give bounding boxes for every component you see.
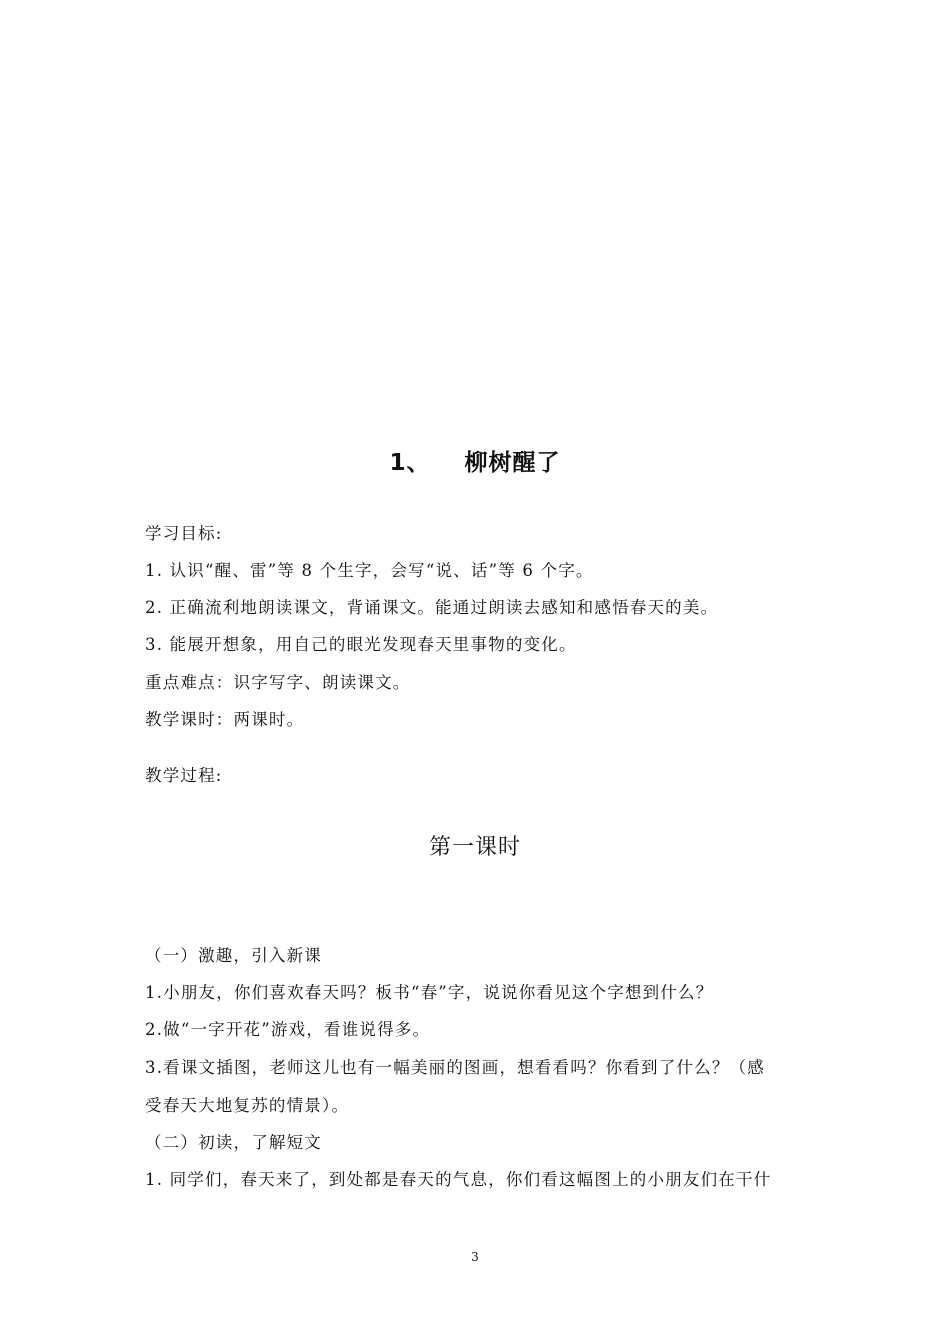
- part1-heading: （一）激趣，引入新课: [145, 946, 322, 965]
- list-item: 1. 同学们，春天来了，到处都是春天的气息，你们看这幅图上的小朋友们在干什: [145, 1170, 772, 1189]
- lesson-title: 第一课时: [428, 835, 521, 860]
- class-hours: 教学课时：两课时。: [145, 710, 305, 729]
- process-heading: 教学过程:: [145, 766, 223, 785]
- title-text: 柳树醒了: [464, 450, 561, 476]
- title-number: 1、: [389, 450, 431, 476]
- objective-item: 1. 认识“醒、雷”等 8 个生字，会写“说、话”等 6 个字。: [145, 561, 594, 580]
- objective-item: 3. 能展开想象，用自己的眼光发现春天里事物的变化。: [145, 635, 577, 654]
- list-item: 受春天大地复苏的情景）。: [145, 1096, 350, 1115]
- document-title: [0, 444, 950, 477]
- objectives-heading: 学习目标:: [145, 524, 223, 543]
- objective-item: 2. 正确流利地朗读课文，背诵课文。能通过朗读去感知和感悟春天的美。: [145, 598, 719, 617]
- part2-heading: （二）初读，了解短文: [145, 1133, 322, 1152]
- key-points: 重点难点：识字写字、朗读课文。: [145, 673, 411, 692]
- list-item: 2.做“一字开花”游戏，看谁说得多。: [145, 1020, 431, 1039]
- list-item: 1.小朋友，你们喜欢春天吗？板书“春”字，说说你看见这个字想到什么？: [145, 983, 714, 1002]
- list-item: 3.看课文插图，老师这儿也有一幅美丽的图画，想看看吗？你看到了什么？（感: [145, 1058, 765, 1077]
- page-number: 3: [471, 1250, 479, 1264]
